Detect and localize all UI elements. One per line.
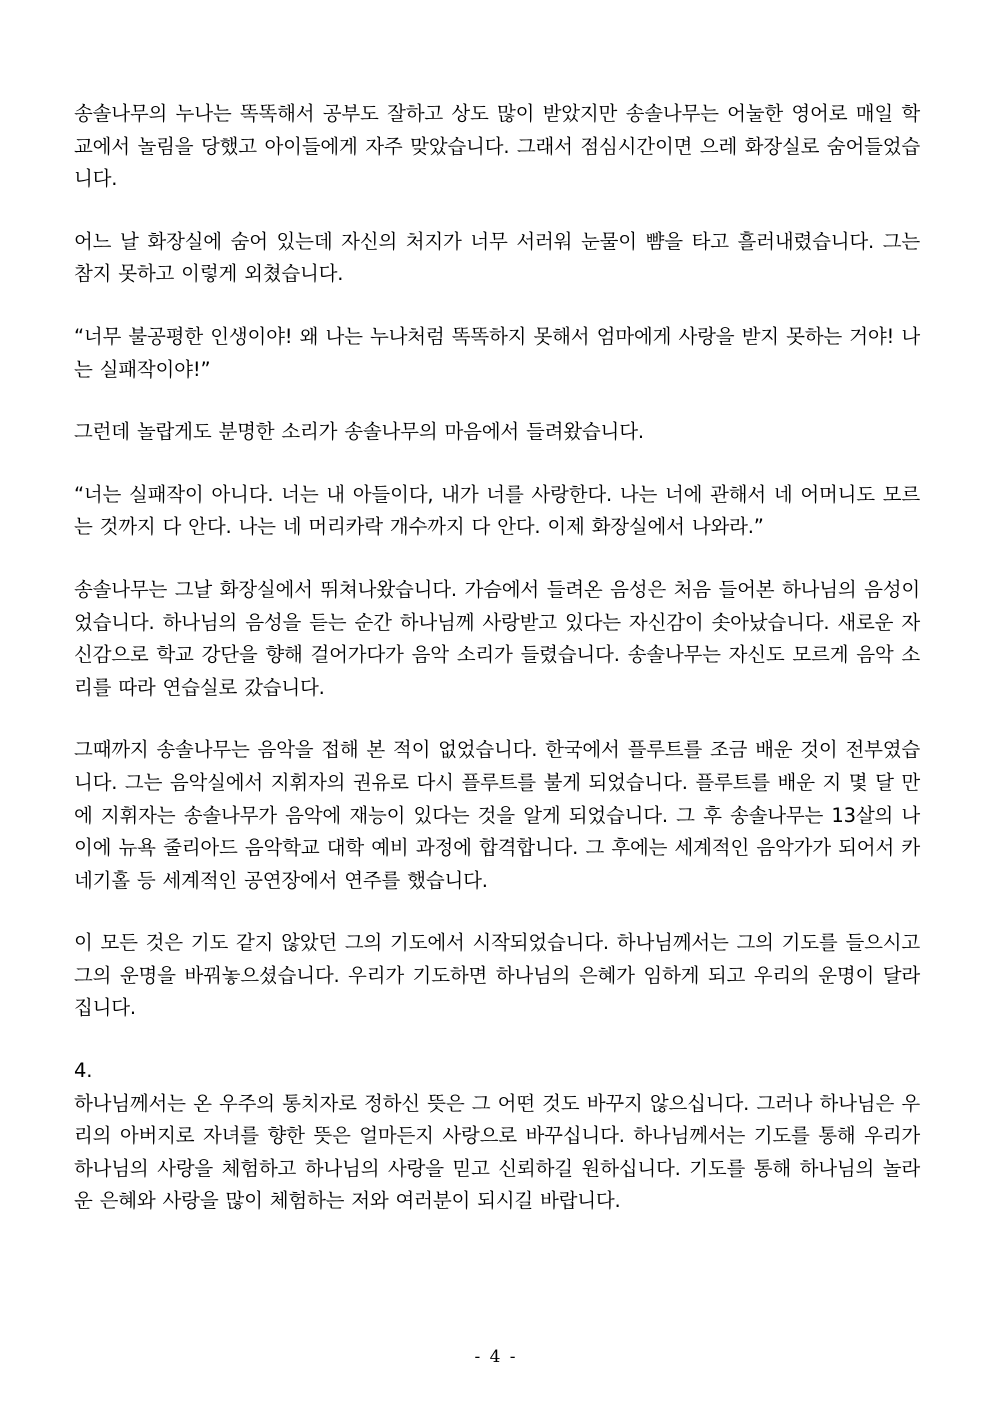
paragraph-5-quote: “너는 실패작이 아니다. 너는 내 아들이다, 내가 너를 사랑한다. 나는 너에 관해서 네 어머니도 모르는 것까지 다 안다. 나는 네 머리카락 개수까지 다 안다. 이제 화장실에서 나와라.” (74, 482, 920, 539)
document-body (74, 98, 920, 1248)
paragraph-4: 그런데 놀랍게도 분명한 소리가 송솔나무의 마음에서 들려왔습니다. (74, 420, 644, 444)
paragraph-6: 송솔나무는 그날 화장실에서 뛰쳐나왔습니다. 가슴에서 들려온 음성은 처음 들어본 하나님의 음성이었습니다. 하나님의 음성을 듣는 순간 하나님께 사랑받고 있다는 자신감이 솟아났습니다. 새로운 자신감으로 학교 강단을 향해 걸어가다가 음악 소리가 들렸습니다. 송솔나무는 자신도 모르게 음악 소리를 따라 연습실로 갔습니다. (74, 577, 920, 699)
section-4-text: 하나님께서는 온 우주의 통치자로 정하신 뜻은 그 어떤 것도 바꾸지 않으십니다. 그러나 하나님은 우리의 아버지로 자녀를 향한 뜻은 얼마든지 사랑으로 바꾸십니다. 하나님께서는 기도를 통해 우리가 하나님의 사랑을 체험하고 하나님의 사랑을 믿고 신뢰하길 원하십니다. 기도를 통해 하나님의 놀라운 은혜와 사랑을 많이 체험하는 저와 여러분이 되시길 바랍니다. (74, 1091, 920, 1213)
paragraph-1: 송솔나무의 누나는 똑똑해서 공부도 잘하고 상도 많이 받았지만 송솔나무는 어눌한 영어로 매일 학교에서 놀림을 당했고 아이들에게 자주 맞았습니다. 그래서 점심시간이면 으레 화장실로 숨어들었습니다. (74, 102, 920, 191)
section-4 (74, 1055, 920, 1218)
paragraph-3-quote: “너무 불공평한 인생이야! 왜 나는 누나처럼 똑똑하지 못해서 엄마에게 사랑을 받지 못하는 거야! 나는 실패작이야!” (74, 324, 920, 381)
paragraph-7: 그때까지 송솔나무는 음악을 접해 본 적이 없었습니다. 한국에서 플루트를 조금 배운 것이 전부였습니다. 그는 음악실에서 지휘자의 권유로 다시 플루트를 불게 되었습니다. 플루트를 배운 지 몇 달 만에 지휘자는 송솔나무가 음악에 재능이 있다는 것을 알게 되었습니다. 그 후 송솔나무는 13살의 나이에 뉴욕 줄리아드 음악학교 대학 예비 과정에 합격합니다. 그 후에는 세계적인 음악가가 되어서 카네기홀 등 세계적인 공연장에서 연주를 했습니다. (74, 738, 920, 892)
page-number: - 4 - (474, 1347, 518, 1367)
paragraph-8: 이 모든 것은 기도 같지 않았던 그의 기도에서 시작되었습니다. 하나님께서는 그의 기도를 들으시고 그의 운명을 바꿔놓으셨습니다. 우리가 기도하면 하나님의 은혜가 임하게 되고 우리의 운명이 달라집니다. (74, 931, 920, 1020)
section-number: 4. (74, 1059, 93, 1083)
paragraph-2: 어느 날 화장실에 숨어 있는데 자신의 처지가 너무 서러워 눈물이 뺨을 타고 흘러내렸습니다. 그는 참지 못하고 이렇게 외쳤습니다. (74, 229, 920, 286)
